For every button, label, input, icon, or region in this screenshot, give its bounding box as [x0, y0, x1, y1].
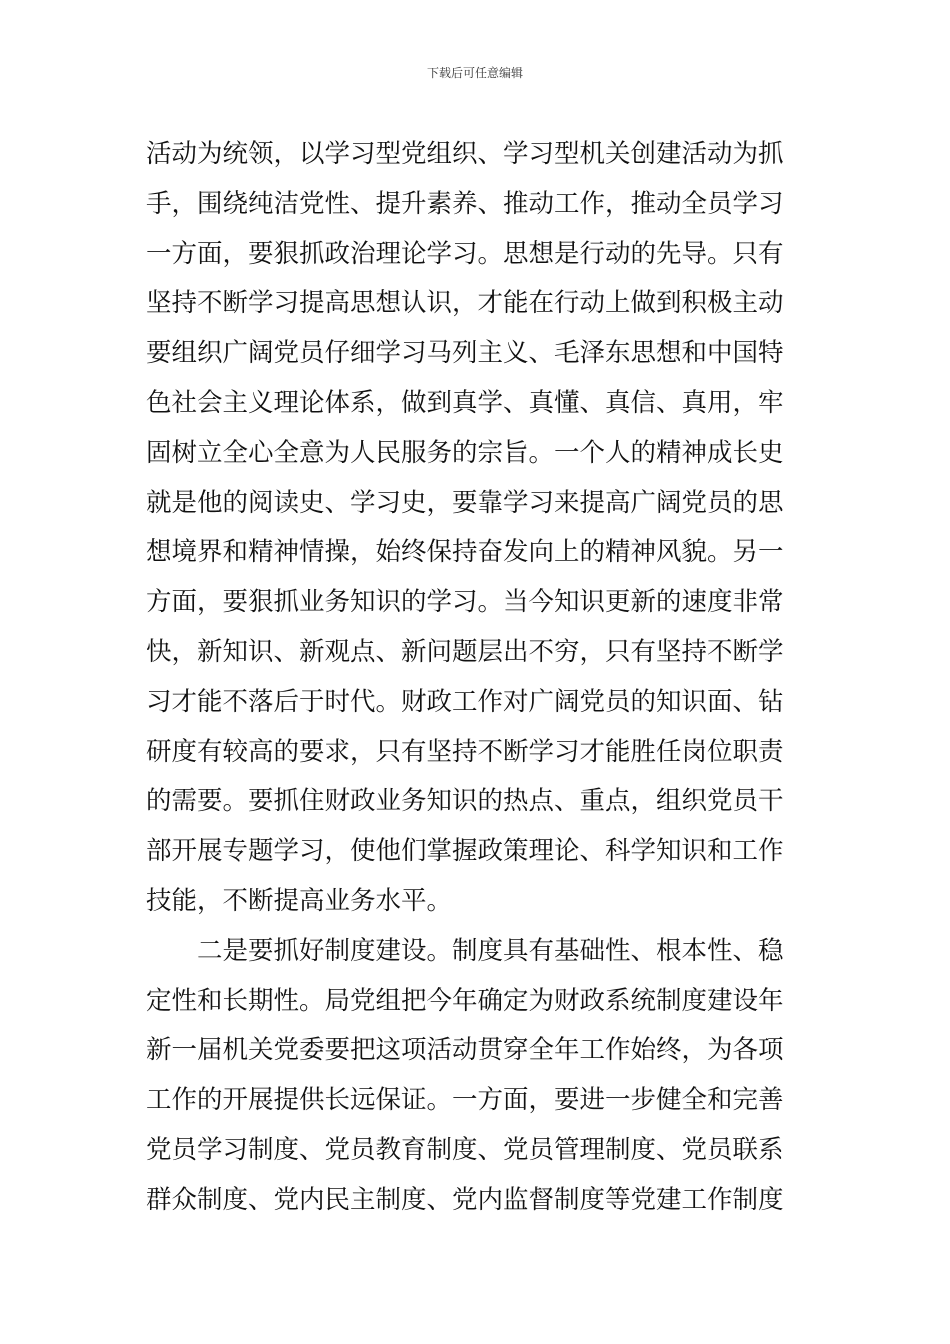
text-line: 群众制度、党内民主制度、党内监督制度等党建工作制度 — [146, 1184, 784, 1215]
text-line: 快，新知识、新观点、新问题层出不穷，只有坚持不断学 — [146, 636, 784, 667]
text-line: 二是要抓好制度建设。制度具有基础性、根本性、稳 — [197, 935, 784, 966]
text-line: 要组织广阔党员仔细学习马列主义、毛泽东思想和中国特 — [146, 338, 784, 369]
body-text — [146, 130, 810, 1226]
text-line: 的需要。要抓住财政业务知识的热点、重点，组织党员干 — [146, 786, 784, 817]
text-line: 定性和长期性。局党组把今年确定为财政系统制度建设年 — [146, 985, 784, 1016]
text-line: 技能，不断提高业务水平。 — [146, 885, 453, 916]
text-line: 手，围绕纯洁党性、提升素养、推动工作，推动全员学习 — [146, 188, 784, 219]
text-line: 研度有较高的要求，只有坚持不断学习才能胜任岗位职责 — [146, 736, 784, 767]
text-line: 坚持不断学习提高思想认识，才能在行动上做到积极主动 — [146, 288, 784, 319]
text-line: 习才能不落后于时代。财政工作对广阔党员的知识面、钻 — [146, 686, 784, 717]
text-line: 固树立全心全意为人民服务的宗旨。一个人的精神成长史 — [146, 437, 784, 468]
text-line: 新一届机关党委要把这项活动贯穿全年工作始终，为各项 — [146, 1035, 784, 1066]
text-line: 就是他的阅读史、学习史，要靠学习来提高广阔党员的思 — [146, 487, 784, 518]
page-header: 下载后可任意编辑 — [426, 66, 523, 80]
text-line: 想境界和精神情操，始终保持奋发向上的精神风貌。另一 — [146, 537, 784, 568]
text-line: 方面，要狠抓业务知识的学习。当今知识更新的速度非常 — [146, 587, 784, 618]
text-line: 部开展专题学习，使他们掌握政策理论、科学知识和工作 — [146, 836, 784, 867]
text-line: 色社会主义理论体系，做到真学、真懂、真信、真用，牢 — [146, 387, 784, 418]
text-line: 工作的开展提供长远保证。一方面，要进一步健全和完善 — [146, 1085, 784, 1116]
text-line: 活动为统领，以学习型党组织、学习型机关创建活动为抓 — [146, 139, 784, 169]
text-line: 一方面，要狠抓政治理论学习。思想是行动的先导。只有 — [146, 238, 784, 269]
text-line: 党员学习制度、党员教育制度、党员管理制度、党员联系 — [146, 1134, 784, 1165]
